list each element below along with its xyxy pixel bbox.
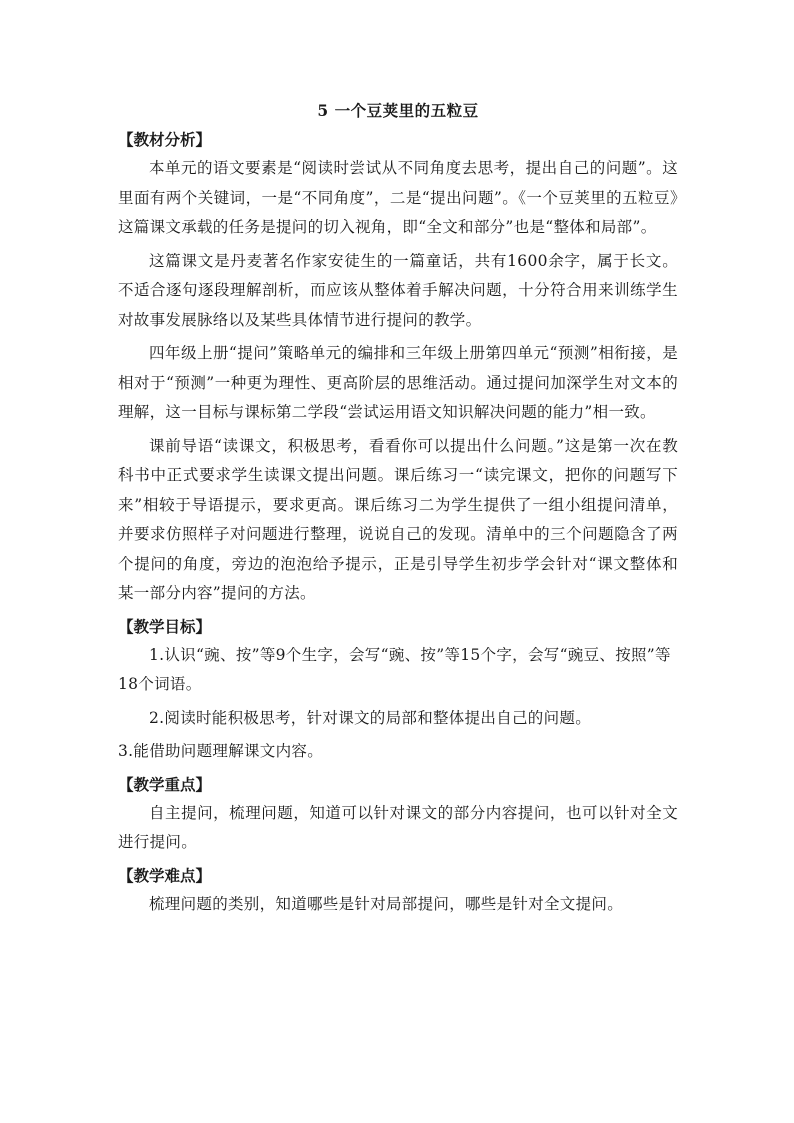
document-page (118, 98, 678, 923)
paragraph: 本单元的语文要素是“阅读时尝试从不同角度去思考，提出自己的问题”。这里面有两个关键词，一是“不同角度”，二是“提出问题”。《一个豆荚里的五粒豆》这篇课文承载的任务是提问的切入视角，即“全文和部分”也是“整体和局部”。 (118, 159, 678, 236)
section-teaching-difficulty (118, 862, 678, 920)
lesson-title: 5 一个豆荚里的五粒豆 (317, 101, 479, 120)
paragraph: 梳理问题的类别，知道哪些是针对局部提问，哪些是针对全文提问。 (149, 894, 624, 913)
paragraph: 课前导语“读课文，积极思考，看看你可以提出什么问题。”这是第一次在教科书中正式要求学生读课文提出问题。课后练习一“读完课文，把你的问题写下来”相较于导语提示，要求更高。课后练习二为学生提供了一组小组提问清单，并要求仿照样子对问题进行整理，说说自己的发现。清单中的三个问题隐含了两个提问的角度，旁边的泡泡给予提示，正是引导学生初步学会针对“课文整体和某一部分内容”提问的方法。 (118, 436, 678, 602)
section-teaching-goals (118, 613, 678, 767)
paragraph: 自主提问，梳理问题，知道可以针对课文的部分内容提问，也可以针对全文进行提问。 (118, 803, 678, 851)
paragraph: 四年级上册“提问”策略单元的编排和三年级上册第四单元“预测”相衔接，是相对于“预测”一种更为理性、更高阶层的思维活动。通过提问加深学生对文本的理解，这一目标与课标第二学段“尝试运用语文知识解决问题的能力”相一致。 (118, 344, 678, 421)
goal-item: 3.能借助问题理解课文内容。 (118, 742, 323, 760)
section-teaching-focus (118, 771, 678, 858)
section-heading: 【教学难点】 (118, 865, 212, 885)
section-heading: 【教学目标】 (118, 616, 212, 636)
section-heading: 【教材分析】 (118, 130, 212, 149)
goal-item: 1.认识“豌、按”等9个生字，会写“豌、按”等15个字，会写“豌豆、按照”等18个词语。 (118, 645, 671, 693)
section-heading: 【教学重点】 (118, 774, 212, 794)
goal-item: 2.阅读时能积极思考，针对课文的局部和整体提出自己的问题。 (149, 708, 591, 727)
section-textbook-analysis (118, 126, 678, 609)
paragraph: 这篇课文是丹麦著名作家安徒生的一篇童话，共有1600余字，属于长文。不适合逐句逐段理解剖析，而应该从整体着手解决问题，十分符合用来训练学生对故事发展脉络以及某些具体情节进行提问的教学。 (118, 251, 678, 329)
